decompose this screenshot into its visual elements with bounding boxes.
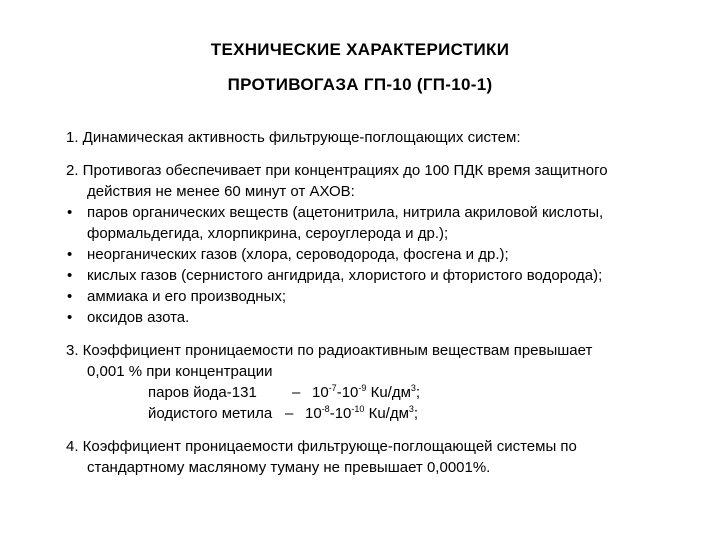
item-3-line-2: 0,001 % при концентрации	[87, 363, 273, 380]
bullet-icon: •	[67, 246, 73, 263]
methyl-iodide-label: йодистого метила	[148, 405, 273, 422]
item-4-line-1: 4. Коэффициент проницаемости фильтрующе-поглощающей системы по	[66, 438, 577, 455]
item-1: 1. Динамическая активность фильтрующе-поглощающих систем:	[66, 129, 521, 146]
bullet-icon: •	[67, 309, 73, 326]
list-item	[66, 265, 686, 286]
list-item	[66, 244, 686, 265]
methyl-iodide-row	[66, 403, 686, 424]
list-item-text: формальдегида, хлорпикрина, сероуглерода и др.);	[87, 225, 449, 242]
dash: –	[285, 405, 294, 422]
list-item-text: кислых газов (сернистого ангидрида, хлористого и фтористого водорода);	[87, 267, 603, 284]
bullet-icon: •	[67, 288, 73, 305]
title-line-1: ТЕХНИЧЕСКИЕ ХАРАКТЕРИСТИКИ	[210, 40, 510, 59]
iodine-131-value: $10^{-7}-10^{-9}$ $Кu/дм^3$;	[312, 383, 421, 401]
list-item-text: оксидов азота.	[87, 309, 190, 326]
item-3-line-1: 3. Коэффициент проницаемости по радиоактивным веществам превышает	[66, 342, 593, 359]
dash: –	[292, 384, 301, 401]
list-item	[66, 202, 686, 244]
title-line-2: ПРОТИВОГАЗА ГП-10 (ГП-10-1)	[227, 75, 493, 94]
iodine-131-label: паров йода-131	[148, 384, 257, 401]
iodine-131-row	[66, 382, 686, 403]
list-item	[66, 307, 686, 328]
bullet-icon: •	[67, 204, 73, 221]
bullet-icon: •	[67, 267, 73, 284]
hazard-list	[66, 202, 686, 328]
list-item-text: аммиака и его производных;	[87, 288, 286, 305]
list-item-text: неорганических газов (хлора, сероводорода, фосгена и др.);	[87, 246, 509, 263]
methyl-iodide-value: $10^{-8}-10^{-10}$ $Кu/дм^3$;	[305, 404, 419, 422]
item-4-line-2: стандартному масляному туману не превышает 0,0001%.	[87, 459, 491, 476]
item-2-line-1: 2. Противогаз обеспечивает при концентрациях до 100 ПДК время защитного	[66, 162, 608, 179]
characteristics-body	[66, 127, 686, 478]
list-item-text: паров органических веществ (ацетонитрила, нитрила акриловой кислоты,	[87, 204, 604, 221]
list-item	[66, 286, 686, 307]
item-2-line-2: действия не менее 60 минут от АХОВ:	[87, 183, 355, 200]
